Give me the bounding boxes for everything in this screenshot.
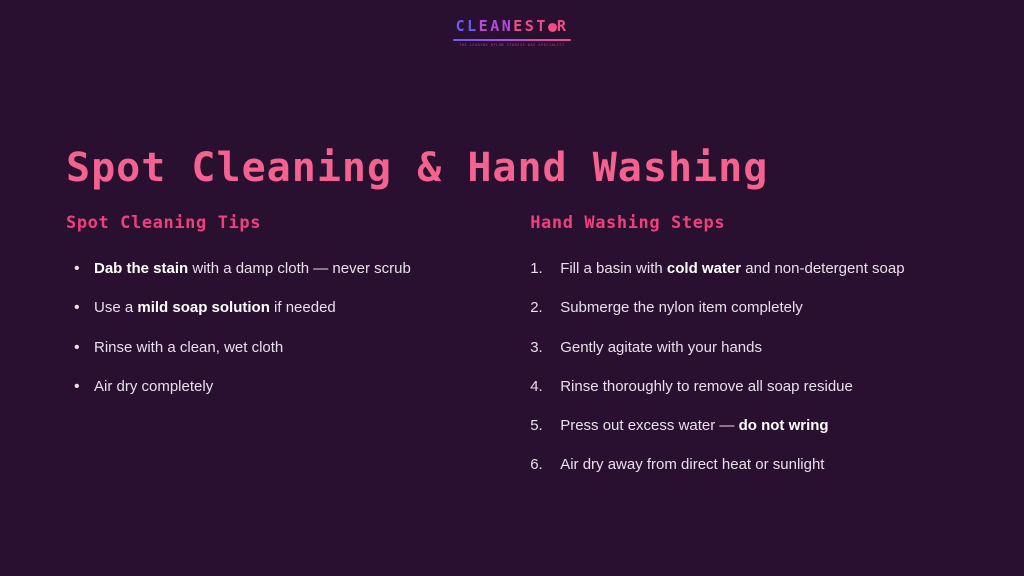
brand-letter-r: R bbox=[556, 17, 569, 35]
list-item-text-pre: Fill a basin with bbox=[560, 260, 667, 277]
list-item bbox=[530, 338, 966, 358]
list-item bbox=[66, 259, 462, 279]
list-item-text: with a damp cloth — never scrub bbox=[188, 260, 411, 277]
spot-cleaning-heading: Spot Cleaning Tips bbox=[66, 213, 262, 233]
list-item bbox=[530, 259, 966, 279]
list-item bbox=[530, 455, 966, 475]
brand-letter-l: L bbox=[467, 17, 479, 35]
list-item bbox=[530, 298, 966, 318]
hand-washing-heading: Hand Washing Steps bbox=[530, 213, 726, 233]
list-item bbox=[530, 416, 966, 436]
list-item-bold: do not wring bbox=[738, 417, 829, 434]
list-item-bold: mild soap solution bbox=[137, 299, 270, 317]
list-item-text: Gently agitate with your hands bbox=[560, 338, 762, 356]
brand-letter-t: T bbox=[536, 17, 548, 35]
list-item-text: Air dry away from direct heat or sunlight bbox=[560, 456, 825, 474]
brand-tagline: THE LEADING NYLON STORAGE BAG SPECIALIST bbox=[459, 43, 565, 47]
brand-logo bbox=[0, 18, 1024, 47]
step-marker: 4. bbox=[530, 377, 543, 395]
bullet-marker: • bbox=[74, 338, 80, 356]
brand-letter-n: N bbox=[501, 17, 514, 35]
list-item-text-pre: Use a bbox=[94, 299, 138, 317]
list-item-bold: cold water bbox=[666, 260, 742, 277]
list-item bbox=[66, 338, 462, 358]
brand-letter-e: E bbox=[478, 17, 491, 35]
list-item-text: Rinse thoroughly to remove all soap residue bbox=[560, 377, 853, 395]
step-marker: 3. bbox=[530, 338, 543, 356]
page-title: Spot Cleaning & Hand Washing bbox=[66, 144, 769, 191]
brand-wordmark bbox=[456, 19, 569, 34]
step-marker: 5. bbox=[530, 417, 543, 434]
brand-letter-e2: E bbox=[513, 17, 525, 35]
step-marker: 1. bbox=[530, 260, 543, 277]
list-item-text: Rinse with a clean, wet cloth bbox=[94, 338, 284, 356]
list-item-text: if needed bbox=[269, 299, 336, 317]
list-item bbox=[530, 377, 966, 397]
list-item-text: Air dry completely bbox=[94, 377, 214, 395]
brand-letter-s: S bbox=[524, 17, 537, 35]
bullet-marker: • bbox=[74, 377, 80, 395]
bullet-marker: • bbox=[74, 260, 80, 277]
spot-cleaning-list bbox=[66, 259, 462, 397]
spot-cleaning-column bbox=[66, 213, 462, 495]
brand-letter-c: C bbox=[455, 17, 468, 35]
list-item bbox=[66, 377, 462, 397]
brand-letter-a: A bbox=[490, 17, 502, 35]
step-marker: 2. bbox=[530, 299, 543, 317]
list-item-text: and non-detergent soap bbox=[741, 260, 905, 277]
hand-washing-list bbox=[530, 259, 966, 476]
list-item-text: Submerge the nylon item completely bbox=[560, 299, 803, 317]
step-marker: 6. bbox=[530, 456, 543, 474]
list-item-bold: Dab the stain bbox=[94, 260, 189, 277]
hand-washing-column bbox=[530, 213, 966, 495]
brand-underline-divider bbox=[453, 39, 571, 41]
list-item-text-pre: Press out excess water — bbox=[560, 417, 739, 434]
content-columns bbox=[66, 213, 966, 495]
list-item bbox=[66, 298, 462, 318]
brand-dot-icon bbox=[548, 23, 557, 32]
bullet-marker: • bbox=[74, 299, 80, 317]
